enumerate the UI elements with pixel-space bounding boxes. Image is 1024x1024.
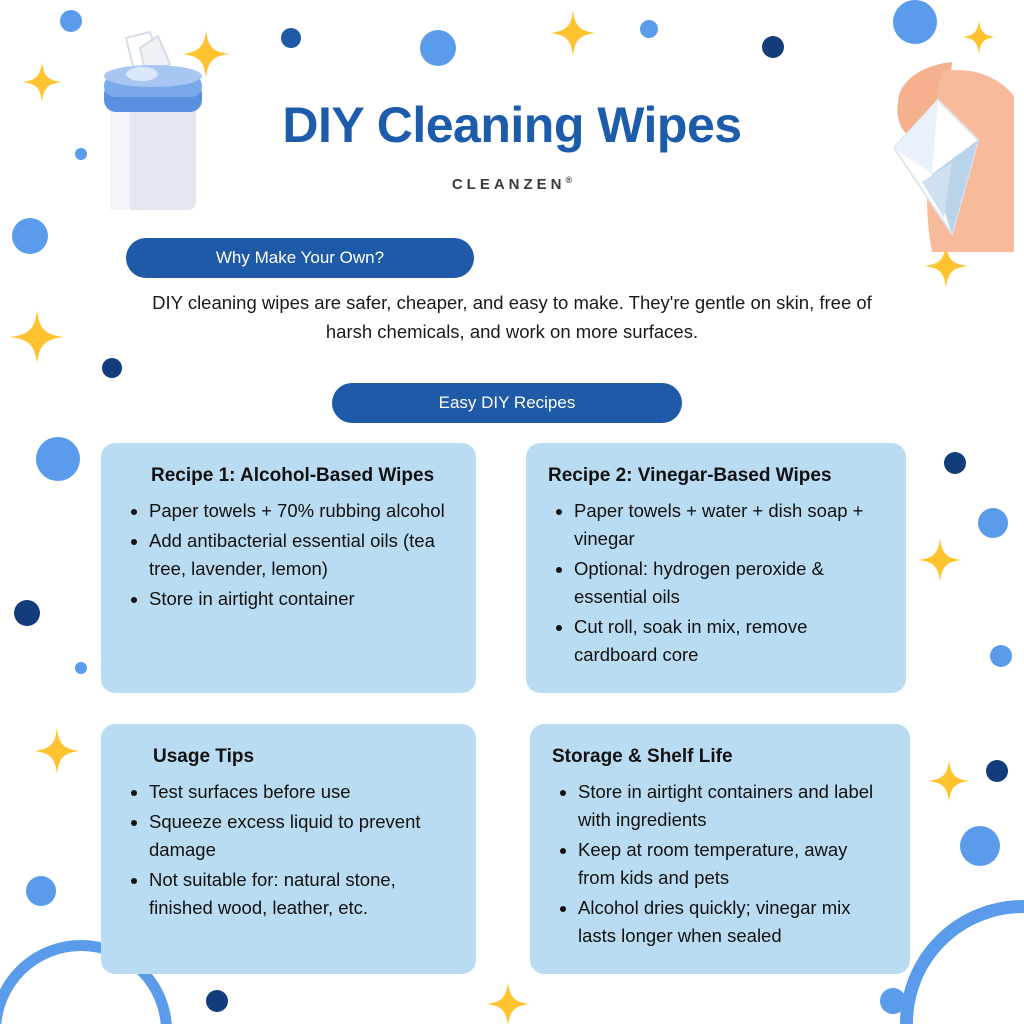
list-item: • Add antibacterial essential oils (tea tree, lavender, lemon)	[149, 527, 454, 583]
list-item: • Paper towels + 70% rubbing alcohol	[149, 497, 454, 525]
sparkle-icon	[34, 728, 80, 774]
list-item: • Not suitable for: natural stone, finished wood, leather, etc.	[149, 866, 454, 922]
sparkle-icon	[10, 310, 64, 364]
decorative-dot	[960, 826, 1000, 866]
decorative-dot	[640, 20, 658, 38]
list-item: • Squeeze excess liquid to prevent damage	[149, 808, 454, 864]
sparkle-icon	[924, 244, 968, 288]
list-item: • Store in airtight containers and label with ingredients	[578, 778, 888, 834]
decorative-dot	[990, 645, 1012, 667]
sparkle-icon	[918, 538, 962, 582]
decorative-dot	[60, 10, 82, 32]
decorative-dot	[893, 0, 937, 44]
decorative-dot	[880, 988, 906, 1014]
list-item: • Alcohol dries quickly; vinegar mix lasts longer when sealed	[578, 894, 888, 950]
decorative-dot	[12, 218, 48, 254]
list-item: • Keep at room temperature, away from kids and pets	[578, 836, 888, 892]
section-heading-why: Why Make Your Own?	[126, 238, 474, 278]
card-usage-tips	[101, 724, 476, 974]
sparkle-icon	[486, 982, 530, 1024]
brand-trademark: ®	[565, 175, 573, 185]
decorative-dot	[944, 452, 966, 474]
decorative-dot	[206, 990, 228, 1012]
card-list	[548, 497, 884, 669]
list-item: • Store in airtight container	[149, 585, 454, 613]
card-recipe-2	[526, 443, 906, 693]
list-item: • Test surfaces before use	[149, 778, 454, 806]
card-recipe-1	[101, 443, 476, 693]
decorative-dot	[26, 876, 56, 906]
sparkle-icon	[550, 10, 596, 56]
sparkle-icon	[962, 20, 996, 54]
page-title: DIY Cleaning Wipes	[282, 97, 742, 153]
decorative-dot	[986, 760, 1008, 782]
card-title: Recipe 2: Vinegar-Based Wipes	[548, 465, 832, 486]
decorative-dot	[978, 508, 1008, 538]
decorative-dot	[281, 28, 301, 48]
card-list	[552, 778, 888, 950]
list-item: • Paper towels + water + dish soap + vinegar	[574, 497, 884, 553]
brand-logo	[0, 175, 1024, 193]
list-item: • Optional: hydrogen peroxide & essential oils	[574, 555, 884, 611]
decorative-arc	[900, 900, 1024, 1024]
card-storage-shelf-life	[530, 724, 910, 974]
section-heading-recipes: Easy DIY Recipes	[332, 383, 682, 423]
card-list	[123, 778, 454, 922]
decorative-dot	[36, 437, 80, 481]
card-title: Usage Tips	[153, 746, 255, 767]
decorative-dot	[420, 30, 456, 66]
decorative-dot	[75, 662, 87, 674]
card-title: Storage & Shelf Life	[552, 746, 733, 767]
decorative-dot	[762, 36, 784, 58]
list-item: • Cut roll, soak in mix, remove cardboard core	[574, 613, 884, 669]
card-title: Recipe 1: Alcohol-Based Wipes	[151, 465, 435, 486]
decorative-dot	[102, 358, 122, 378]
decorative-dot	[14, 600, 40, 626]
brand-name: CLEANZEN	[451, 176, 566, 193]
intro-paragraph: DIY cleaning wipes are safer, cheaper, and easy to make. They're gentle on skin, free of harsh chemicals, and work on more surfaces.	[152, 292, 872, 342]
sparkle-icon	[928, 760, 970, 802]
card-list	[123, 497, 454, 613]
